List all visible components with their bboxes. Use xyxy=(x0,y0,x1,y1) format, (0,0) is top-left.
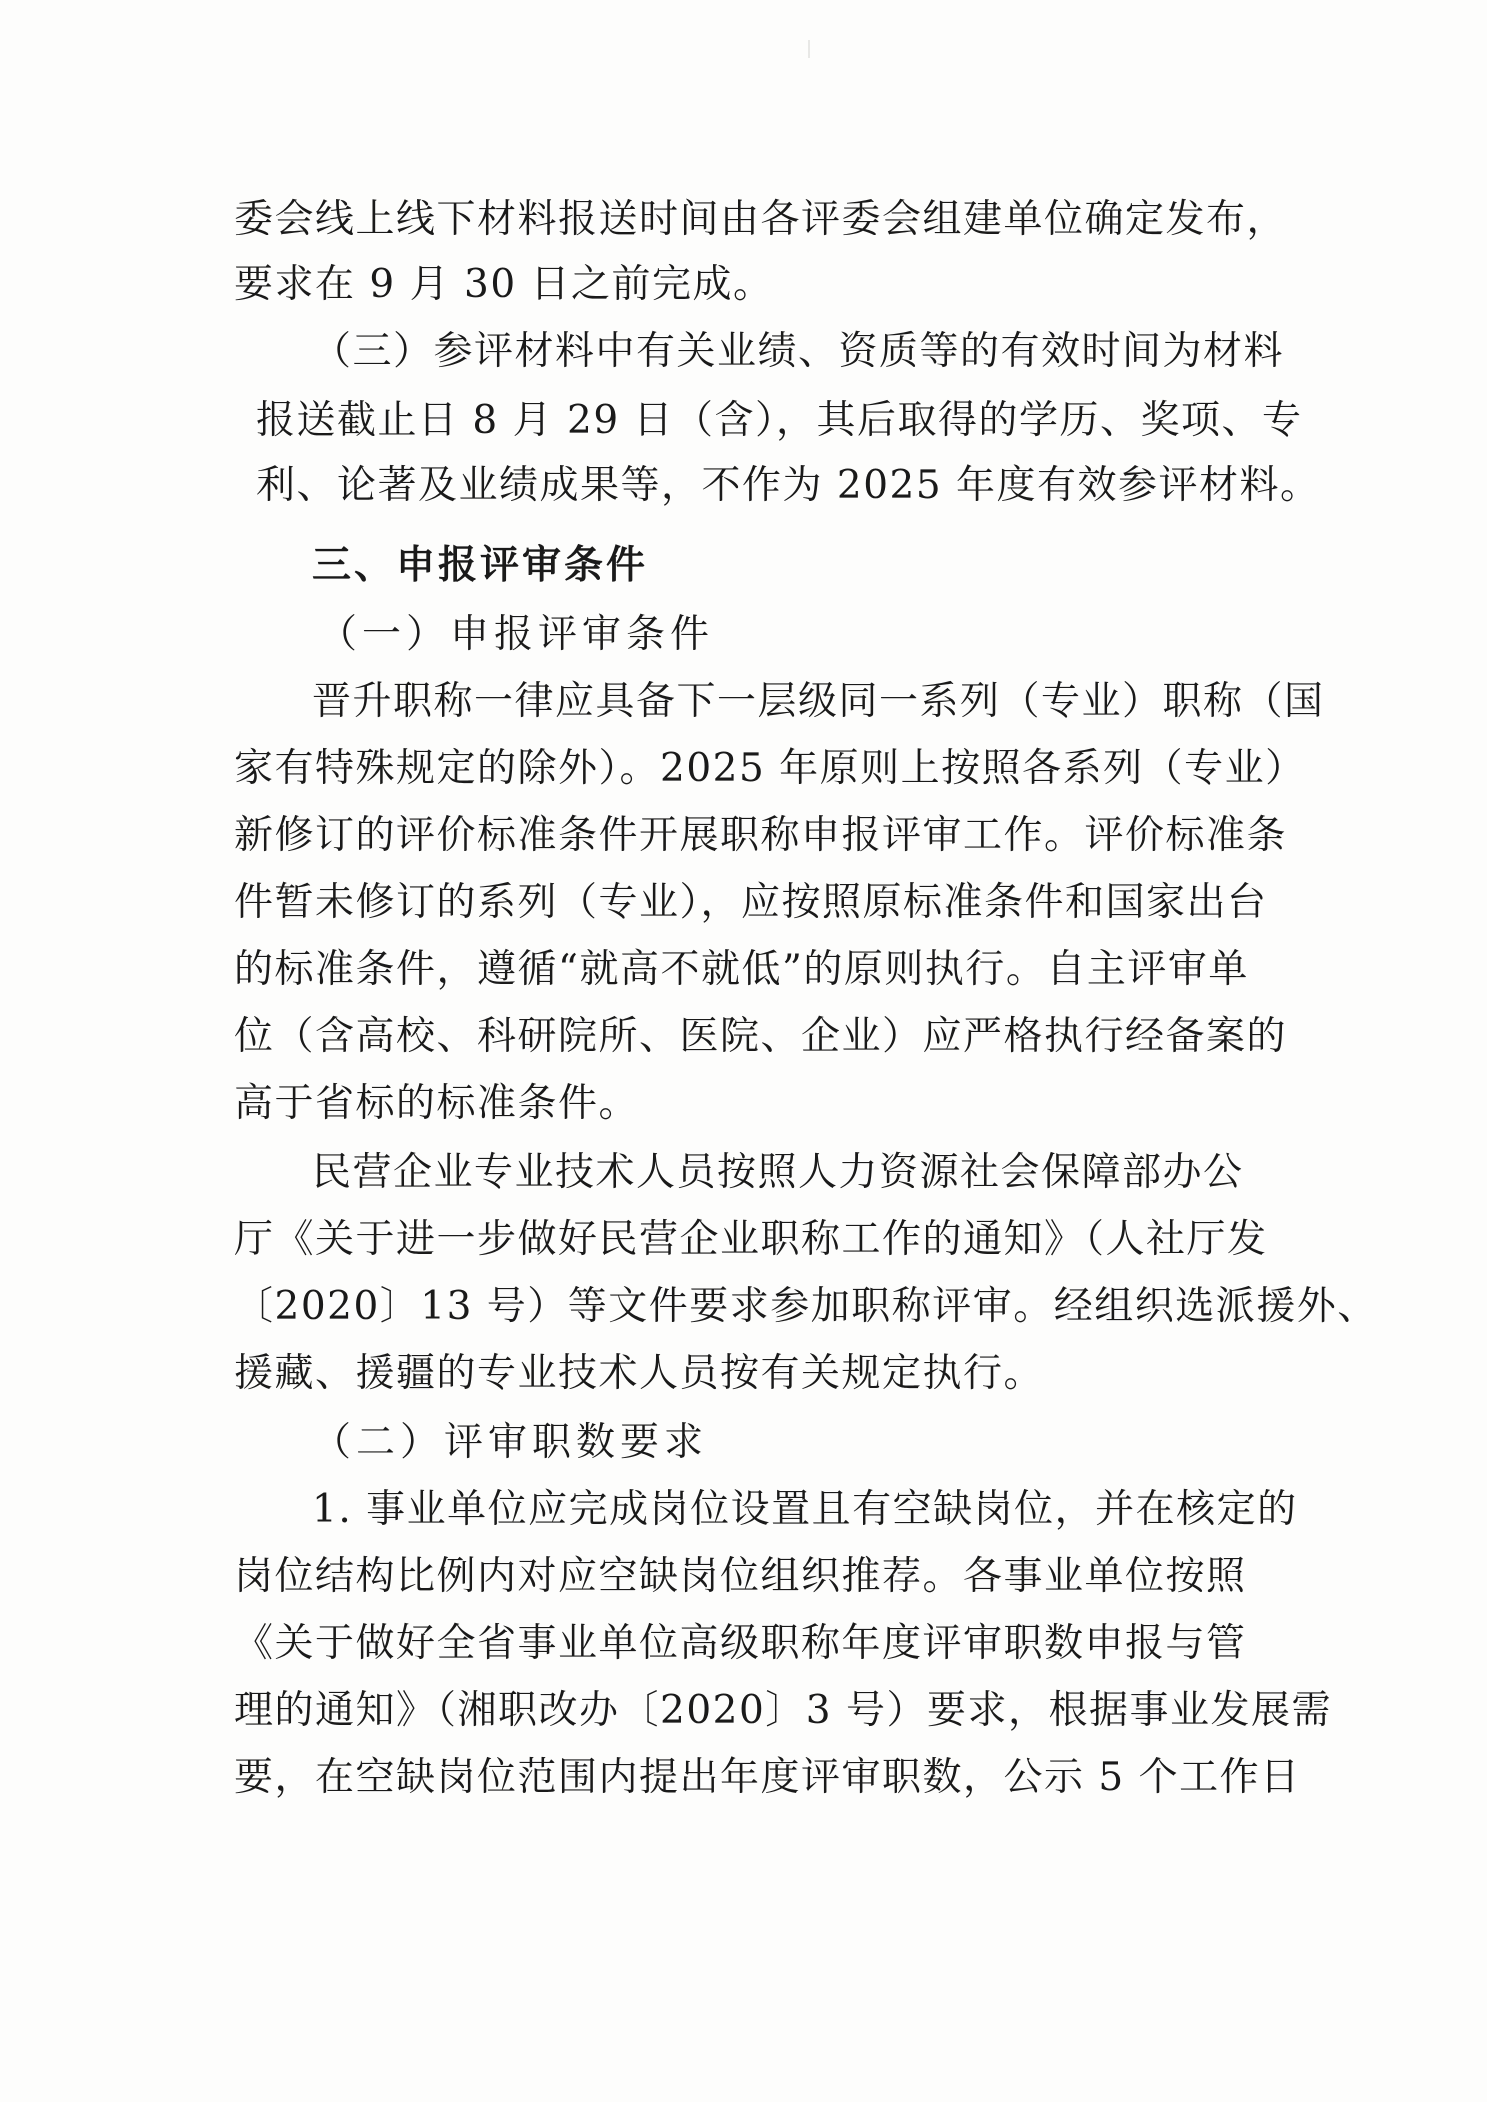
text-line: （三）参评材料中有关业绩、资质等的有效时间为材料 xyxy=(312,329,1285,374)
text-line: 晋升职称一律应具备下一层级同一系列（专业）职称（国 xyxy=(312,679,1325,724)
section-heading: 三、申报评审条件 xyxy=(312,543,649,588)
text-line: 援藏、援疆的专业技术人员按有关规定执行。 xyxy=(234,1351,1045,1396)
text-line: 新修订的评价标准条件开展职称申报评审工作。评价标准条 xyxy=(234,813,1288,858)
text-line: 报送截止日 8 月 29 日（含），其后取得的学历、奖项、专 xyxy=(256,398,1303,443)
text-line: 岗位结构比例内对应空缺岗位组织推荐。各事业单位按照 xyxy=(234,1554,1247,1599)
subsection-heading: （一）申报评审条件 xyxy=(318,612,715,657)
text-line: 高于省标的标准条件。 xyxy=(234,1081,640,1126)
text-line: 件暂未修订的系列（专业），应按照原标准条件和国家出台 xyxy=(234,880,1268,925)
text-line: 家有特殊规定的除外）。2025 年原则上按照各系列（专业） xyxy=(234,746,1306,791)
text-line: 位（含高校、科研院所、医院、企业）应严格执行经备案的 xyxy=(234,1014,1288,1059)
text-line: 〔2020〕13 号）等文件要求参加职称评审。经组织选派援外、 xyxy=(234,1284,1378,1329)
subsection-heading: （二）评审职数要求 xyxy=(312,1420,709,1465)
text-line: 1. 事业单位应完成岗位设置且有空缺岗位，并在核定的 xyxy=(312,1487,1298,1532)
text-line: 《关于做好全省事业单位高级职称年度评审职数申报与管 xyxy=(234,1621,1247,1666)
text-line: 的标准条件，遵循“就高不就低”的原则执行。自主评审单 xyxy=(234,947,1249,992)
text-line: 利、论著及业绩成果等，不作为 2025 年度有效参评材料。 xyxy=(256,463,1321,508)
text-line: 民营企业专业技术人员按照人力资源社会保障部办公 xyxy=(312,1150,1244,1195)
scan-mark xyxy=(808,40,810,58)
text-line: 厅《关于进一步做好民营企业职称工作的通知》（人社厅发 xyxy=(234,1217,1268,1262)
text-line: 要求在 9 月 30 日之前完成。 xyxy=(234,262,774,307)
text-line: 要，在空缺岗位范围内提出年度评审职数，公示 5 个工作日 xyxy=(234,1755,1301,1800)
text-line: 理的通知》（湘职改办〔2020〕3 号）要求，根据事业发展需 xyxy=(234,1688,1332,1733)
text-line: 委会线上线下材料报送时间由各评委会组建单位确定发布， xyxy=(234,197,1288,242)
